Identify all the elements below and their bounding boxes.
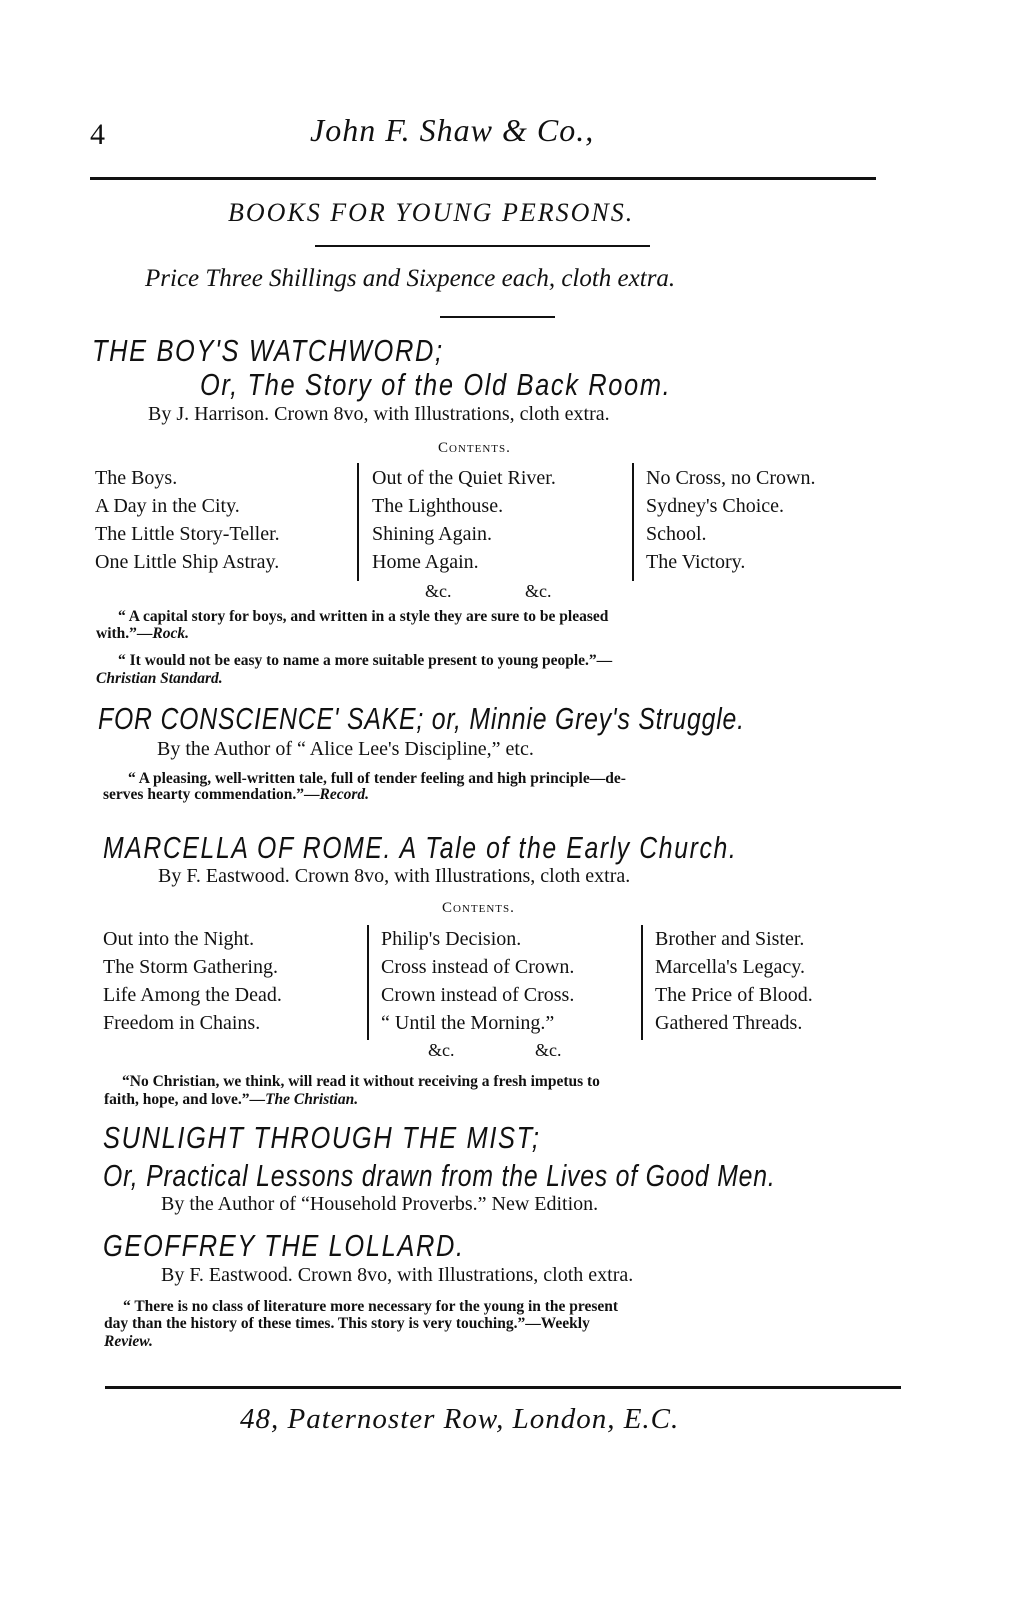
review-text: day than the history of these times. This story is very touching.”—Weekly [104, 1315, 590, 1332]
book-title: THE BOY'S WATCHWORD; [92, 333, 444, 368]
column-divider [357, 463, 359, 581]
chapter: Cross instead of Crown. [381, 956, 575, 978]
byline: By F. Eastwood. Crown 8vo, with Illustrations, cloth extra. [161, 1264, 634, 1286]
review-text: “ A pleasing, well-written tale, full of tender feeling and high principle—de- [128, 770, 626, 787]
chapter: The Boys. [95, 467, 178, 489]
book-title: SUNLIGHT THROUGH THE MIST; [103, 1120, 541, 1155]
book-title: GEOFFREY THE LOLLARD. [103, 1228, 465, 1263]
chapter: The Lighthouse. [372, 495, 504, 517]
chapter: Marcella's Legacy. [655, 956, 805, 978]
page-number: 4 [90, 118, 105, 151]
review-text: serves hearty commendation.”— [103, 786, 320, 803]
contents-label: Contents. [438, 440, 511, 456]
chapter: The Little Story-Teller. [95, 523, 280, 545]
chapter: The Storm Gathering. [103, 956, 278, 978]
chapter: The Price of Blood. [655, 984, 813, 1006]
contents-label: Contents. [442, 900, 515, 916]
byline: By F. Eastwood. Crown 8vo, with Illustrations, cloth extra. [158, 865, 631, 887]
section-title: BOOKS FOR YOUNG PERSONS. [228, 198, 635, 227]
chapter: One Little Ship Astray. [95, 551, 280, 573]
book-title: FOR CONSCIENCE' SAKE; or, Minnie Grey's Struggle. [98, 701, 745, 736]
review-source: Rock. [152, 625, 190, 642]
chapter: No Cross, no Crown. [646, 467, 816, 489]
review-source: Record. [319, 786, 370, 803]
publisher-header: John F. Shaw & Co., [310, 112, 595, 148]
publisher-address: 48, Paternoster Row, London, E.C. [240, 1403, 680, 1435]
byline: By the Author of “Household Proverbs.” New Edition. [161, 1193, 599, 1215]
byline: By the Author of “ Alice Lee's Discipline,” etc. [157, 738, 534, 760]
column-divider [367, 925, 369, 1040]
chapter: Gathered Threads. [655, 1012, 803, 1034]
column-divider [632, 463, 634, 581]
header-rule [90, 177, 876, 180]
chapter: School. [646, 523, 707, 545]
chapter: Crown instead of Cross. [381, 984, 575, 1006]
chapter: Brother and Sister. [655, 928, 805, 950]
column-divider [641, 925, 643, 1040]
price-line: Price Three Shillings and Sixpence each, cloth extra. [145, 265, 676, 292]
chapter: Out into the Night. [103, 928, 255, 950]
chapter: The Victory. [646, 551, 746, 573]
review-source: The Christian. [265, 1091, 359, 1108]
chapter: A Day in the City. [95, 495, 240, 517]
chapter: Philip's Decision. [381, 928, 522, 950]
review-source: Christian Standard. [96, 670, 223, 687]
etc: &c. [425, 581, 452, 601]
review-text: “No Christian, we think, will read it without receiving a fresh impetus to [122, 1073, 600, 1090]
chapter: Freedom in Chains. [103, 1012, 261, 1034]
review-text: “ It would not be easy to name a more suitable present to young people.”— [118, 652, 613, 669]
review-text: “ A capital story for boys, and written in a style they are sure to be pleased [118, 608, 609, 625]
review-text: with.”— [96, 625, 153, 642]
etc: &c. [428, 1040, 455, 1060]
review-text: “ There is no class of literature more necessary for the young in the present [123, 1298, 619, 1315]
chapter: Shining Again. [372, 523, 493, 545]
divider [315, 245, 650, 247]
divider [440, 316, 555, 318]
footer-rule [105, 1386, 901, 1389]
chapter: Home Again. [372, 551, 479, 573]
book-subtitle: Or, Practical Lessons drawn from the Lives of Good Men. [103, 1158, 776, 1193]
etc: &c. [535, 1040, 562, 1060]
chapter: Life Among the Dead. [103, 984, 282, 1006]
etc: &c. [525, 581, 552, 601]
review-source: Review. [104, 1333, 153, 1350]
book-subtitle: Or, The Story of the Old Back Room. [200, 367, 672, 402]
chapter: “ Until the Morning.” [381, 1012, 555, 1034]
review-text: faith, hope, and love.”— [104, 1091, 266, 1108]
chapter: Sydney's Choice. [646, 495, 785, 517]
book-title: MARCELLA OF ROME. A Tale of the Early Church. [103, 830, 738, 865]
chapter: Out of the Quiet River. [372, 467, 556, 489]
byline: By J. Harrison. Crown 8vo, with Illustrations, cloth extra. [148, 403, 610, 425]
